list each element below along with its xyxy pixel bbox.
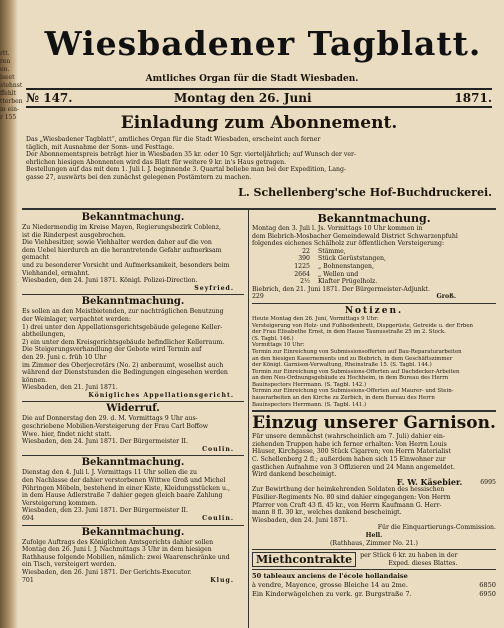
classified-ad bbox=[252, 581, 496, 590]
left-notice-footer bbox=[22, 392, 244, 400]
notice-line: (S. Tagbl. 146.) bbox=[252, 335, 294, 342]
issue-number: № 147. bbox=[26, 91, 73, 105]
left-notice-line: Viehhandel, ermahnt. bbox=[22, 269, 90, 277]
column-rule bbox=[248, 210, 249, 628]
left-notice bbox=[22, 212, 244, 292]
left-notice-line: Die Steigerungsverhandlung der Gebote wird Termin auf bbox=[22, 346, 202, 354]
left-notice-line: Wiesbaden, den 23. Juni 1871. Der Bürgermeister II. bbox=[22, 507, 188, 515]
forest-item-qty: 1225 bbox=[294, 262, 310, 270]
left-notice-signature: Coulin. bbox=[202, 445, 234, 453]
forest-notice-heading: Bekanntmachung. bbox=[317, 212, 431, 225]
forest-item bbox=[282, 278, 496, 286]
left-notice bbox=[22, 296, 244, 399]
left-notice-body bbox=[22, 415, 244, 445]
margin-fragment: rtt. bbox=[0, 50, 10, 57]
left-notice-line: Wwe. hier, findet nicht statt. bbox=[22, 430, 112, 438]
left-notice-line: Die Viehbesitzer, sowie Viehhalter werden daher auf die von bbox=[22, 239, 212, 247]
left-notice-heading: Bekanntmachung. bbox=[81, 212, 185, 223]
margin-fragment: ren bbox=[0, 58, 11, 65]
notice-line: der Königl. Garnison-Verwaltung, Rheinstraße 15. (S. Tagbl. 144.) bbox=[252, 362, 432, 369]
garrison-line: mann 8 fl. 30 kr., welches dankend bescheinigt. bbox=[252, 509, 402, 517]
garrison-line: Füsilier-Regiments No. 80 sind dahier eingegangen: Von Herrn bbox=[252, 494, 451, 501]
divider bbox=[252, 549, 496, 550]
masthead-title: Wiesbadener Tagblatt. bbox=[44, 24, 482, 63]
notice-line: Termin zur Einreichung von Submissions-Offerten auf Dachdecker-Arbeiten bbox=[252, 368, 460, 375]
invitation-line: Das „Wiesbadener Tagblatt“, amtliches Organ für die Stadt Wiesbaden, erscheint auch ferner bbox=[26, 136, 321, 143]
invitation-line: täglich, mit Ausnahme der Sonn- und Festtage. bbox=[26, 143, 175, 151]
garrison-signer-row bbox=[252, 476, 496, 487]
forest-item bbox=[282, 255, 496, 263]
publisher-line: L. Schellenberg'sche Hof-Buchdruckerei. bbox=[238, 185, 492, 199]
forest-item-qty: 2664 bbox=[294, 270, 310, 278]
left-notice-line: Wiesbaden, den 24. Juni 1871. Der Bürgermeister II. bbox=[22, 438, 188, 446]
left-notice-line: ein Tisch, versteigert werden. bbox=[22, 561, 117, 569]
dateline bbox=[26, 88, 492, 108]
divider bbox=[252, 569, 496, 570]
garrison-close-2: Hell. bbox=[365, 531, 383, 539]
left-notice-line: Wiesbaden, den 24. Juni 1871. Königl. Polizei-Direction. bbox=[22, 277, 198, 285]
left-notice-heading: Bekanntmachung. bbox=[81, 526, 185, 538]
garrison-number: 6995 bbox=[480, 478, 496, 486]
garrison-line: Wird dankend bescheinigt. bbox=[252, 471, 337, 479]
notice-line: der Frau Elisabethe Ernst, in dem Hause Taunusstraße 25 im 2. Stock. bbox=[252, 329, 446, 336]
classified-ad-text: à vendre, Mayence, grosse Bleiche 14 au 2me. bbox=[252, 581, 408, 590]
forest-item-label: „ Wellen und bbox=[318, 270, 359, 278]
left-notice-line: den Nachlasse der dahier verstorbenen Wittwe Groß und Michel bbox=[22, 477, 226, 485]
left-notice-heading: Bekanntmachung. bbox=[81, 457, 185, 469]
classified-ad bbox=[252, 572, 496, 581]
margin-fragment: ffehlt bbox=[0, 90, 17, 97]
left-notice-signature: Coulin. bbox=[202, 515, 234, 522]
left-notice-line: Dienstag den 4. Juli l. J. Vormittags 11 Uhr sollen die zu bbox=[22, 469, 197, 477]
notice-line: Vormittags 10 Uhr: bbox=[252, 342, 305, 349]
left-notice-heading: Widerruf. bbox=[106, 403, 160, 415]
garrison-signer: F. W. Käsebier. bbox=[396, 476, 463, 487]
notices-body bbox=[252, 316, 496, 408]
notice-line: Heute Montag den 26. Juni, Vormittags 9 Uhr: bbox=[252, 315, 379, 322]
garrison-body bbox=[252, 433, 496, 479]
notice-line: Bauinspectors Herrmann. (S. Tagbl. 142.) bbox=[252, 381, 367, 388]
left-notice-signature: Seyfried. bbox=[194, 284, 234, 292]
left-notice-body bbox=[22, 308, 244, 392]
garrison-body-2 bbox=[252, 486, 496, 524]
left-notice-line: im Zimmer des Oberjecretärs (No. 2) anberaumt, woselbst auch bbox=[22, 361, 224, 369]
invitation-line: ehrlichen hiesigen Abonnenten wird das Blatt für weitere 9 kr. in's Haus getragen. bbox=[26, 158, 287, 166]
divider bbox=[252, 410, 496, 412]
right-column bbox=[252, 212, 496, 599]
left-notice-footer bbox=[22, 577, 244, 585]
notice-line: Termin zur Einreichung von Submissions-Offerten auf Maurer- und Stein- bbox=[252, 388, 454, 395]
garrison-close-1: Für die Einquartierungs-Commission. bbox=[377, 524, 496, 532]
notice-line: Termin zur Einreichung von Submissionsofferten auf Bau-Reparaturarbeiten bbox=[252, 348, 462, 355]
left-notice-line: den 29. Juni c. früh 10 Uhr bbox=[22, 353, 107, 361]
left-notice-line: Zu Niedermendig im Kreise Mayen, Regierungsbezirk Coblenz, bbox=[22, 224, 222, 231]
left-notice-line: 2) ein unter dem Kreisgerichtsgebäude befindlicher Kellerraum. bbox=[22, 338, 225, 346]
left-notice bbox=[22, 457, 244, 522]
invitation-line: Der Abonnementspreis beträgt hier in Wiesbaden 35 kr. oder 10 Sgr. vierteljährlich; auf Wunsch der ver- bbox=[26, 151, 357, 159]
forest-notice-items bbox=[252, 248, 496, 286]
left-notice-heading: Bekanntmachung. bbox=[81, 296, 185, 308]
forest-item-qty: 2½ bbox=[300, 278, 310, 286]
invitation-heading: Einladung zum Abonnement. bbox=[120, 113, 398, 133]
rental-note-line-1: per Stück 6 kr. zu haben in der bbox=[360, 552, 458, 560]
classified-ad-number: 6850 bbox=[479, 581, 496, 590]
subscription-invitation bbox=[26, 114, 492, 199]
classified-ad bbox=[252, 590, 496, 599]
left-notice-line: während der Dienststunden die Bedingungen eingesehen werden können. bbox=[22, 369, 228, 384]
left-notice bbox=[22, 527, 244, 585]
garrison-line: Wiesbaden, den 24. Juni 1871. bbox=[252, 516, 348, 524]
invitation-line: gasse 27, auswärts bei den zunächst gelegenen Postämtern zu machen. bbox=[26, 173, 252, 181]
garrison-line: gastlichen Aufnahme von 3 Offizieren und 24 Mann angemeldet. bbox=[252, 463, 455, 471]
left-notice-footer bbox=[22, 285, 244, 293]
left-notice-body bbox=[22, 469, 244, 515]
garrison-close-3: (Rathhaus, Zimmer No. 21.) bbox=[330, 539, 418, 547]
garrison-line: Zur Bewirthung der heimkehrenden Soldaten des hessischen bbox=[252, 486, 445, 494]
forest-notice-line: Montag den 3. Juli l. Js. Vormittags 10 Uhr kommen in bbox=[252, 225, 423, 232]
forest-item-label: Stück Gerüststangen, bbox=[318, 255, 387, 263]
margin-fragment: tterben bbox=[0, 98, 23, 105]
forest-notice-number: 229 bbox=[252, 293, 264, 301]
forest-item-qty: 390 bbox=[298, 255, 310, 263]
rental-contracts-ad bbox=[252, 552, 496, 567]
left-notice-line: Wiesbaden, den 26. Juni 1871. Der Gerichts-Executor. bbox=[22, 568, 192, 576]
left-notice-line: abtheilungen, bbox=[22, 331, 66, 339]
left-notice-line: Montag den 26. Juni l. J. Nachmittags 3 Uhr in dem hiesigen bbox=[22, 546, 212, 554]
left-column bbox=[22, 212, 244, 586]
forest-item bbox=[282, 248, 496, 256]
notice-line: hauerarbeiten an den Kirche zu Zerbich, in dem Bureau des Herrn bbox=[252, 395, 435, 402]
margin-fragment: iseet bbox=[0, 74, 15, 81]
left-notice-signature: Königliches Appellationsgericht. bbox=[88, 391, 234, 399]
left-notice-line: Die auf Donnerstag den 29. d. M. Vormittags 9 Uhr aus- bbox=[22, 415, 198, 423]
left-notice-footer bbox=[22, 515, 244, 523]
margin-fragment: r 155 bbox=[0, 114, 17, 121]
rental-contracts-heading: Miethcontrakte bbox=[252, 552, 356, 567]
invitation-body bbox=[26, 136, 492, 182]
garrison-line: Für unsere demnächst (wahrscheinlich am 7. Juli) dahier ein- bbox=[252, 433, 445, 441]
left-notice-body bbox=[22, 224, 244, 285]
forest-notice-signature: Groß. bbox=[436, 293, 456, 301]
divider bbox=[22, 294, 244, 295]
left-notice-line: geschriebene Mobilien-Versteigerung der Frau Carl Boffow bbox=[22, 423, 209, 431]
invitation-line: Bestellungen auf das mit dem 1. Juli l. J. beginnende 3. Quartal beliebe man bei der Expedition, Lang- bbox=[26, 166, 347, 174]
margin-fragment: en. bbox=[0, 66, 10, 73]
issue-date: Montag den 26. Juni bbox=[174, 91, 312, 105]
left-notice-line: dem Uebel hierdurch an die herantretende Gefahr aufmerksam gemacht bbox=[22, 246, 222, 262]
left-notice-line: Wiesbaden, den 21. Juni 1871. bbox=[22, 384, 118, 392]
left-notice-line: in dem Hause Adlerstraße 7 dahier gegen gleich baare Zahlung bbox=[22, 492, 223, 500]
left-notice-line: Pöhringen Möbeln, bestehend in einer Kiste, Kleidungsstücken u., bbox=[22, 484, 230, 492]
left-notice-line: Zufolge Auftrags des Königlichen Amtsgerichts dahier sollen bbox=[22, 538, 214, 546]
notice-line: an dem Neu-Ordnungsgebäude zu Hochheim, in dem Bureau des Herrn bbox=[252, 375, 449, 382]
left-notice-footer bbox=[22, 446, 244, 454]
forest-item-qty: 22 bbox=[302, 247, 310, 255]
notice-line: Versteigerung von Holz- und Fußbodenbrett, Dispgerüste, Getreide u. der Erben bbox=[252, 322, 474, 329]
left-notice-body bbox=[22, 539, 244, 577]
garrison-line: Häuser, Kirchgasse, 300 Stück Cigarren; von Herrn Materialist bbox=[252, 448, 451, 456]
forest-item-label: Klafter Prügelholz. bbox=[318, 278, 378, 286]
rental-contracts-note bbox=[356, 552, 457, 567]
rental-note-line-2: Exped. dieses Blattes. bbox=[388, 559, 458, 567]
notice-line: an den hiesigen Kasernements und zu Biebrich, in dem Geschäftszimmer bbox=[252, 355, 453, 362]
left-notice-line: Versteigerung kommen. bbox=[22, 499, 98, 507]
forest-notice-body bbox=[252, 225, 496, 248]
forest-item bbox=[282, 271, 496, 279]
forest-notice-line: folgendes eichenes Schälholz zur öffentlichen Versteigerung: bbox=[252, 240, 445, 248]
left-notice bbox=[22, 403, 244, 453]
left-notice-line: und zu besonderer Vorsicht und Aufmerksamkeit, besonders beim bbox=[22, 261, 230, 269]
divider bbox=[22, 455, 244, 456]
divider bbox=[22, 401, 244, 402]
left-notice-signature: Klug. bbox=[210, 576, 234, 584]
garrison-heading: Einzug unserer Garnison. bbox=[252, 413, 496, 434]
classified-ad-number: 6950 bbox=[479, 590, 496, 599]
garrison-line: Pfarrer von Craft 43 fl. 45 kr., von Herrn Kaufmann G. Herr- bbox=[252, 501, 442, 509]
left-notice-line: der Weinlager, verpachtet werden: bbox=[22, 315, 131, 323]
margin-fragment: m ein- bbox=[0, 106, 19, 113]
classified-ad-text: Ein Kinderwägelchen zu verk. gr. Burgstraße 7. bbox=[252, 590, 412, 599]
left-notice-line: Es sollen an den Meistbietenden, zur nachträglichen Benutzung bbox=[22, 308, 224, 316]
left-notice-line: 1) drei unter den Appellationsgerichtsgebäude gelegene Keller- bbox=[22, 323, 223, 331]
left-notice-number: 694 bbox=[22, 515, 34, 522]
forest-item-label: Stämme, bbox=[318, 247, 346, 255]
garrison-line: C. Schellenberg 2 fl.; außerdem haben sich 15 Einwohner zur bbox=[252, 456, 446, 464]
classified-ads bbox=[252, 572, 496, 599]
classified-ad-text: 50 tableaux anciens de l'école hollandaise bbox=[252, 572, 408, 581]
left-notice-line: Rathhause folgende Mobilien, nämlich: zwei Waarenschränke und bbox=[22, 553, 230, 561]
cut-margin-text bbox=[0, 50, 22, 122]
forest-notice-footer bbox=[252, 293, 496, 301]
garrison-line: ziehenden Truppen habe ich ferner erhalten: Von Herrn Louis bbox=[252, 440, 447, 448]
notice-line: Bauinspectors Herrmann. (S. Tagbl. 141.) bbox=[252, 401, 367, 408]
margin-fragment: stehnst bbox=[0, 82, 23, 89]
forest-notice-line: dem Biebrich-Mosbacher Gemeindewald District Schwarzenpfuhl bbox=[252, 232, 458, 240]
section-rule bbox=[22, 208, 496, 210]
left-notice-number: 701 bbox=[22, 576, 34, 584]
divider bbox=[252, 303, 496, 304]
forest-item bbox=[282, 263, 496, 271]
divider bbox=[22, 525, 244, 526]
forest-notice-close: Biebrich, den 21. Juni 1871. Der Bürgermeister-Adjunkt. bbox=[252, 285, 430, 293]
issue-year: 1871. bbox=[454, 91, 492, 105]
forest-item-label: „ Bohnenstangen, bbox=[318, 262, 374, 270]
left-notice-line: ist die Rinderpest ausgebrochen. bbox=[22, 231, 126, 239]
masthead-subtitle: Amtliches Organ für die Stadt Wiesbaden. bbox=[145, 74, 359, 84]
notices-heading: Notizen. bbox=[344, 305, 404, 316]
